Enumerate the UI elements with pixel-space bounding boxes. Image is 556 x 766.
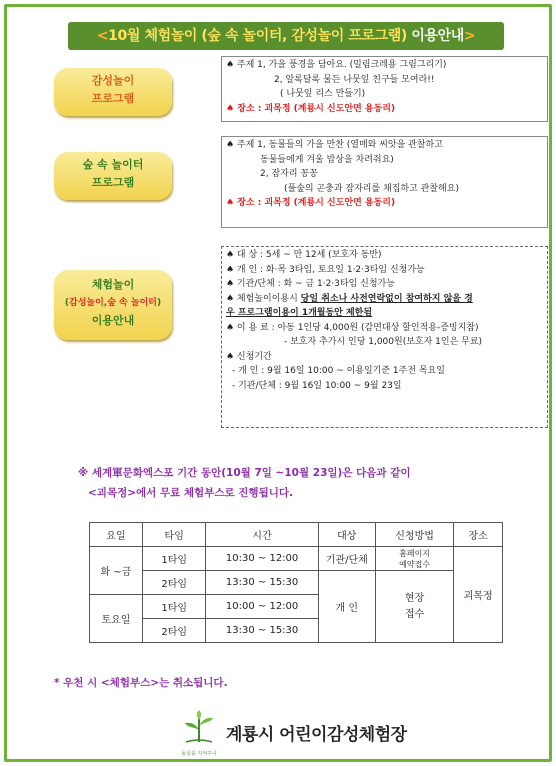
- table-header: 타임: [142, 523, 206, 547]
- method-line: 홈페이지: [399, 548, 431, 558]
- detail-warning: 당일 취소나 사전연락없이 참여하지 않을 경: [300, 293, 473, 304]
- label-line: 숲 속 놀이터: [82, 158, 144, 171]
- section-label-usage: [54, 270, 172, 340]
- detail-line: - 기관/단체 : 9월 16일 10:00 ~ 9월 23일: [232, 380, 402, 391]
- detail-line: (풀숲의 곤충과 잠자리를 채집하고 관찰해요): [284, 183, 459, 194]
- section-detail-emotion: [221, 56, 548, 122]
- table-cell-slot: 2타임: [142, 571, 206, 595]
- method-line: 예약접수: [399, 559, 431, 569]
- table-header: 시간: [206, 523, 318, 547]
- detail-place: ♠ 장소 : 괴목정 (계룡시 신도안면 용동리): [226, 198, 396, 208]
- label-sub-red: 감성놀이: [69, 298, 104, 308]
- label-line: 감성놀이: [91, 74, 135, 87]
- schedule-table: [89, 522, 503, 643]
- detail-line: ♠ 체험놀이이용시: [226, 293, 298, 304]
- section-emotion-program: [24, 54, 548, 134]
- table-cell-time: 13:30 ~ 15:30: [206, 571, 318, 595]
- section-usage-guide: [24, 238, 548, 428]
- section-detail-forest: [221, 136, 548, 228]
- label-sub-sep: ,: [103, 298, 108, 308]
- detail-line: ♠ 이 용 료 : 아동 1인당 4,000원 (감면대상 할인적용-증빙지참): [226, 322, 479, 333]
- label-line: 프로그램: [91, 176, 135, 189]
- detail-line: ♠ 기관/단체 : 화 ~ 금 1·2·3타임 신청가능: [226, 279, 395, 289]
- table-cell-target: 기관/단체: [318, 547, 375, 571]
- table-cell-place: 괴목정: [454, 547, 503, 643]
- label-sub-red: 숲 속 놀이터: [107, 298, 157, 308]
- detail-warning: 우 프로그램이용이 1개월동안 제한됨: [226, 308, 373, 318]
- table-cell-time: 10:00 ~ 12:00: [206, 595, 318, 619]
- table-cell-slot: 1타임: [142, 595, 206, 619]
- table-header: 요일: [90, 523, 143, 547]
- section-label-forest: [54, 152, 172, 200]
- table-cell-target: 개 인: [318, 571, 375, 643]
- section-detail-usage: [221, 246, 548, 428]
- table-row: [90, 547, 503, 571]
- label-line: 프로그램: [91, 92, 135, 105]
- table-row: [90, 571, 503, 595]
- footer-organization: 계룡시 어린이감성체험장: [226, 725, 407, 745]
- table-cell-day: 토요일: [90, 595, 143, 643]
- section-forest-playground: [24, 132, 548, 232]
- table-cell-time: 10:30 ~ 12:00: [206, 547, 318, 571]
- table-cell-slot: 2타임: [142, 619, 206, 643]
- title-program: 체험놀이 (숲 속 놀이터, 감성놀이 프로그램): [144, 28, 407, 44]
- detail-line: ♠ 대 상 : 5세 ~ 만 12세 (보호자 동반): [226, 250, 382, 260]
- expo-notice: [78, 463, 411, 503]
- detail-line: 동물들에게 겨울 밥상을 차려줘요): [260, 154, 394, 165]
- notice-line: ※ 세계軍문화엑스포 기간 동안(10월 7일 ~10월 23일)은 다음과 같이: [78, 467, 411, 479]
- detail-line: ( 나뭇잎 리스 만들기): [280, 89, 366, 99]
- table-cell-time: 13:30 ~ 15:30: [206, 619, 318, 643]
- logo-caption: 동심을 지켜주니: [181, 751, 217, 757]
- detail-line: ♠ 신청기간: [226, 351, 272, 362]
- table-cell-slot: 1타임: [142, 547, 206, 571]
- table-header-row: [90, 523, 503, 547]
- detail-line: 2, 잠자리 꽁꽁: [260, 169, 318, 179]
- notice-line: <괴목정>에서 무료 체험부스로 진행됩니다.: [88, 487, 293, 499]
- label-line: 이용안내: [91, 314, 135, 327]
- title-month: 10월: [108, 28, 140, 44]
- title-suffix: 이용안내: [411, 28, 464, 44]
- table-cell-method: [375, 571, 453, 643]
- page-body: [8, 8, 548, 758]
- sprout-logo-icon: [176, 708, 222, 757]
- detail-line: ♠ 주제 1, 동물들의 가을 만찬 (열매와 씨앗을 관찰하고: [226, 140, 443, 150]
- rain-notice: * 우천 시 <체험부스>는 취소됩니다.: [54, 677, 228, 689]
- method-line: 접수: [404, 608, 425, 620]
- title-close: >: [463, 28, 476, 44]
- detail-line: 2, 알록달록 물든 나뭇잎 친구들 모여라!!: [274, 74, 435, 85]
- label-line: 체험놀이: [91, 278, 135, 291]
- detail-line: - 보호자 추가시 인당 1,000원(보호자 1인은 무료): [284, 337, 483, 347]
- table-cell-day: 화 ~금: [90, 547, 143, 595]
- detail-line: ♠ 주제 1, 가을 풍경을 담아요. (밀림크레용 그림그리기): [226, 60, 447, 70]
- table-header: 대상: [318, 523, 375, 547]
- table-header: 신청방법: [375, 523, 453, 547]
- page-title: [68, 22, 504, 50]
- section-label-emotion: [54, 68, 172, 116]
- table-cell-method: [375, 547, 453, 571]
- table-header: 장소: [454, 523, 503, 547]
- title-open: <: [96, 28, 109, 44]
- label-sub: (감성놀이,숲 속 놀이터): [64, 298, 162, 308]
- method-line: 현장: [404, 592, 425, 604]
- detail-line: - 개 인 : 9월 16일 10:00 ~ 이용일기준 1주전 목요일: [232, 366, 445, 376]
- detail-line: ♠ 개 인 : 화·목 3타임, 토요일 1·2·3타임 신청가능: [226, 264, 425, 275]
- detail-place: ♠ 장소 : 괴목정 (계룡시 신도안면 용동리): [226, 103, 396, 114]
